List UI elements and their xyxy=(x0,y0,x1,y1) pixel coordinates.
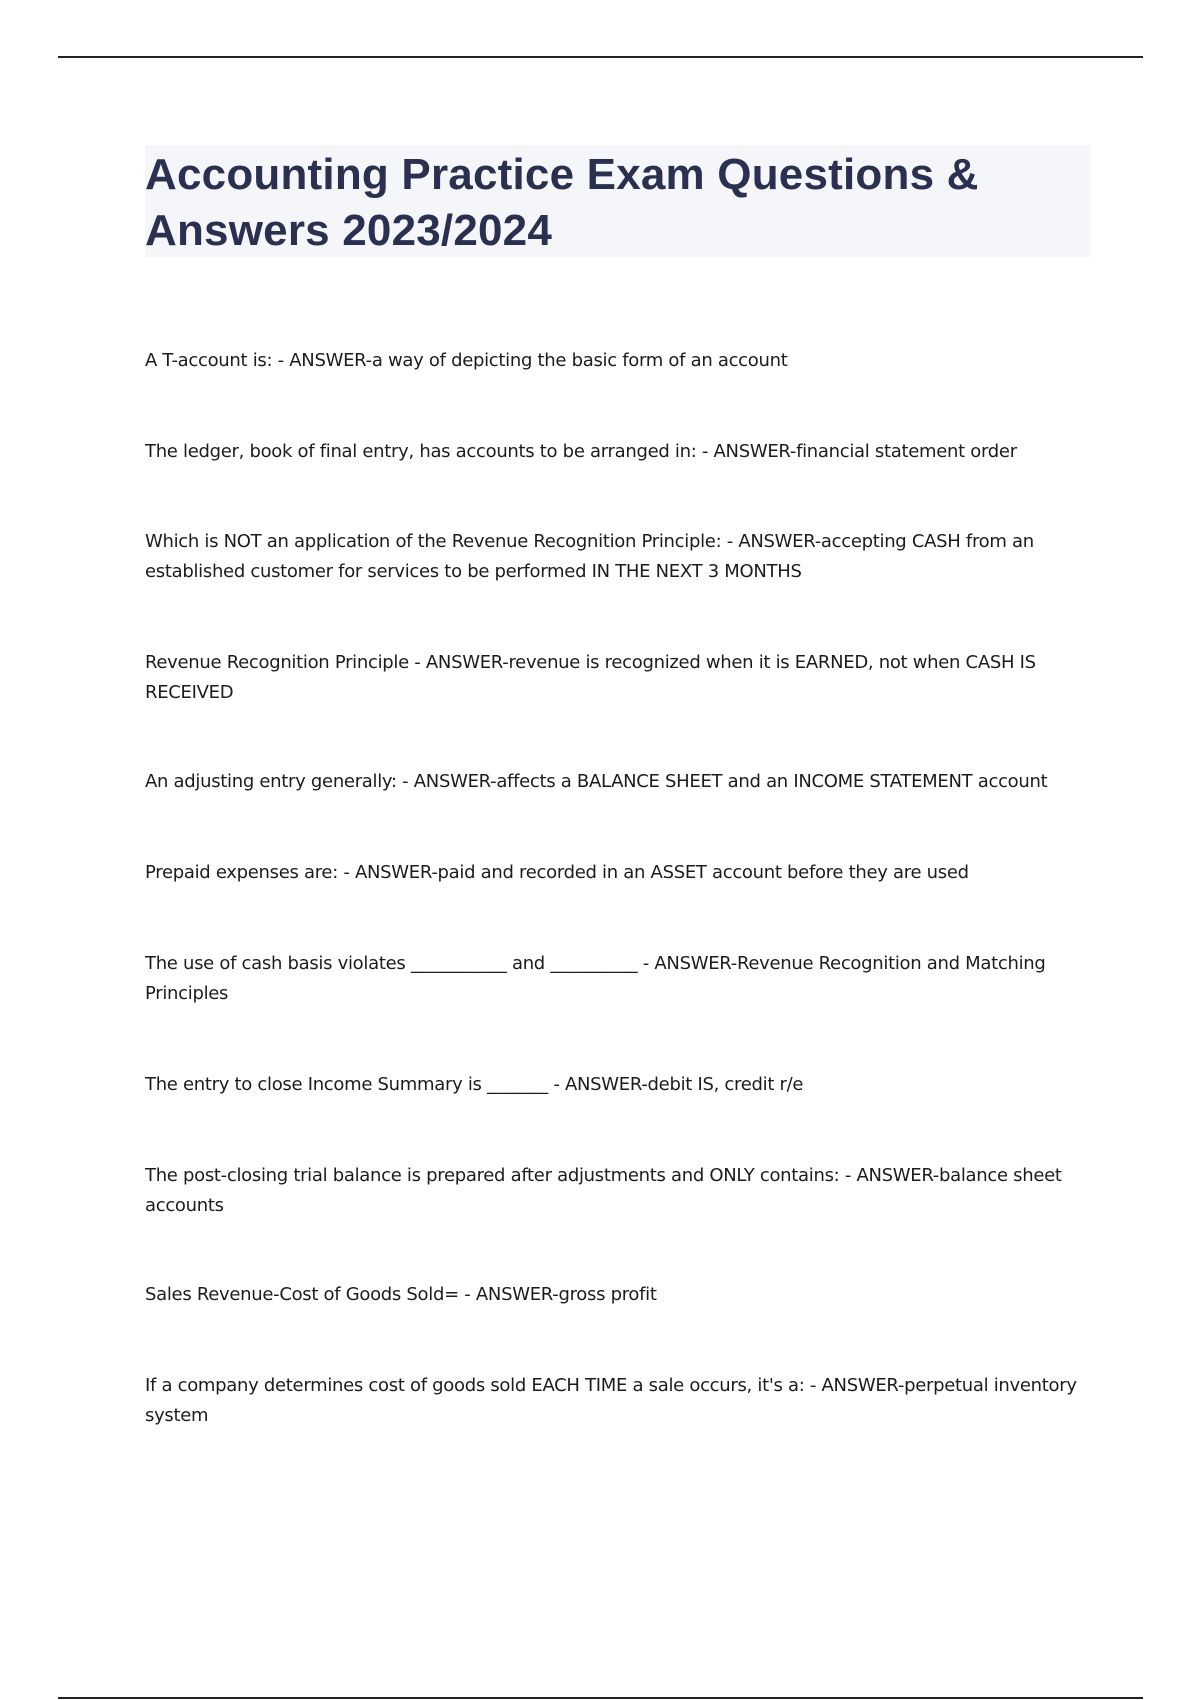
qa-item-6: Prepaid expenses are: - ANSWER-paid and recorded in an ASSET account before they are used xyxy=(145,862,969,883)
qa-item-4: Revenue Recognition Principle - ANSWER-revenue is recognized when it is EARNED, not when CASH IS RECEIVED xyxy=(145,652,1036,703)
qa-item-7: The use of cash basis violates ___________ and __________ - ANSWER-Revenue Recognition and Matching Principles xyxy=(145,953,1046,1004)
qa-item-5: An adjusting entry generally: - ANSWER-affects a BALANCE SHEET and an INCOME STATEMENT account xyxy=(145,771,1048,792)
qa-item-9: The post-closing trial balance is prepared after adjustments and ONLY contains: - ANSWER-balance sheet accounts xyxy=(145,1165,1062,1216)
top-rule xyxy=(58,56,1143,58)
title-block xyxy=(145,145,1090,257)
qa-item-3: Which is NOT an application of the Revenue Recognition Principle: - ANSWER-accepting CASH from an established customer for services to be performed IN THE NEXT 3 MONTHS xyxy=(145,531,1034,582)
qa-item-2: The ledger, book of final entry, has accounts to be arranged in: - ANSWER-financial statement order xyxy=(145,441,1017,462)
qa-item-8: The entry to close Income Summary is _______ - ANSWER-debit IS, credit r/e xyxy=(145,1074,804,1095)
page-title: Accounting Practice Exam Questions & Answers 2023/2024 xyxy=(145,150,979,255)
qa-item-11: If a company determines cost of goods sold EACH TIME a sale occurs, it's a: - ANSWER-perpetual inventory system xyxy=(145,1375,1077,1426)
qa-item-1: A T-account is: - ANSWER-a way of depicting the basic form of an account xyxy=(145,350,788,371)
qa-item-10: Sales Revenue-Cost of Goods Sold= - ANSWER-gross profit xyxy=(145,1284,657,1305)
bottom-rule xyxy=(58,1697,1143,1699)
